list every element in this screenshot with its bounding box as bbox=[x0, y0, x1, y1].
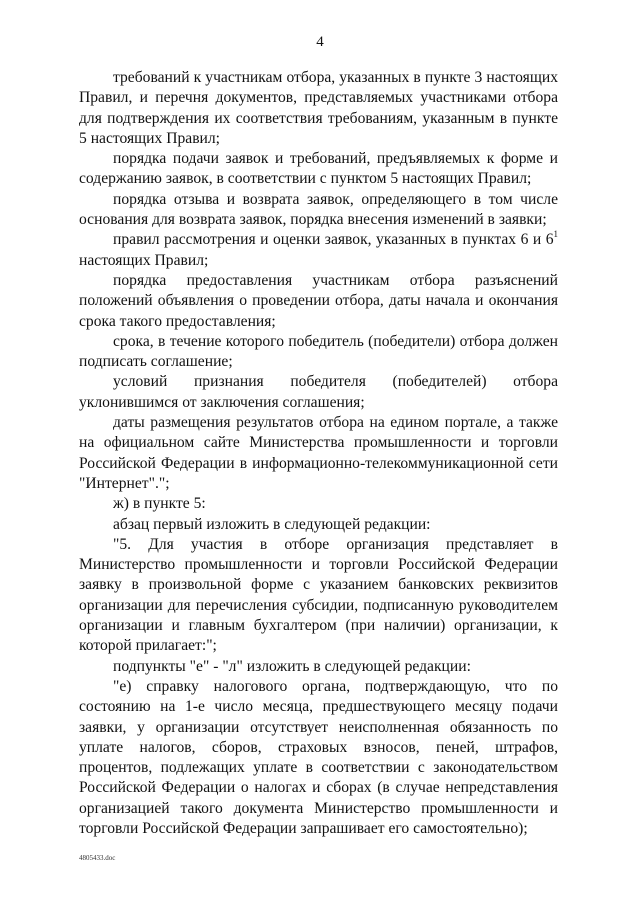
paragraph-tax-certificate: "е) справку налогового органа, подтверждающую, что по состоянию на 1-е число месяца, предшествующего месяцу подачи заявки, у организации отсутствует неисполненная обязанность по уплате налогов, сборов, страховых взносов, пеней, штрафов, процентов, подлежащих уплате в соответствии с законодательством Российской Федерации о налогах и сборах (в случае непредставления организацией такого документа Министерство промышленности и торговли Российской Федерации запрашивает его самостоятельно); bbox=[79, 677, 558, 837]
paragraph-first-abzac: абзац первый изложить в следующей редакции: bbox=[113, 515, 431, 533]
paragraph-signing-deadline: срока, в течение которого победитель (победители) отбора должен подписать соглашение; bbox=[79, 332, 558, 371]
paragraph-evasion-conditions: условий признания победителя (победителей) отбора уклонившимся от заключения соглашения; bbox=[79, 373, 558, 411]
paragraph-results-publication: даты размещения результатов отбора на едином портале, а также на официальном сайте Министерства промышленности и торговли Российской Федерации в информационно-телекоммуникационной сети "Интернет"."; bbox=[79, 414, 558, 492]
paragraph-application-procedure: порядка подачи заявок и требований, предъявляемых к форме и содержанию заявок, в соответствии с пунктом 5 настоящих Правил; bbox=[79, 150, 558, 188]
document-body bbox=[79, 68, 558, 839]
footer-filename: 4805433.doc bbox=[79, 854, 116, 862]
paragraph-point-5: "5. Для участия в отборе организация представляет в Министерство промышленности и торговли Российской Федерации заявку в произвольной форме с указанием банковских реквизитов организации для перечисления субсидии, подписанную руководителем организации и главным бухгалтером (при наличии) организации, к которой прилагает:"; bbox=[79, 535, 558, 655]
paragraph-review-rules-continued: настоящих Правил; bbox=[79, 251, 209, 269]
page-number: 4 bbox=[316, 34, 324, 50]
paragraph-participant-requirements: требований к участникам отбора, указанных в пункте 3 настоящих Правил, и перечня документов, представляемых участниками отбора для подтверждения их соответствия требованиям, указанным в пункте 5 настоящих Правил; bbox=[79, 69, 558, 147]
paragraph-subitems-e-l: подпункты "е" - "л" изложить в следующей редакции: bbox=[113, 657, 471, 675]
paragraph-review-rules bbox=[79, 230, 558, 250]
paragraph-clarifications: порядка предоставления участникам отбора разъяснений положений объявления о проведении отбора, даты начала и окончания срока такого предоставления; bbox=[79, 271, 558, 330]
paragraph-withdrawal-procedure: порядка отзыва и возврата заявок, определяющего в том числе основания для возврата заявок, порядка внесения изменений в заявки; bbox=[79, 190, 558, 229]
paragraph-item-zh: ж) в пункте 5: bbox=[113, 495, 206, 513]
superscript-one: 1 bbox=[553, 229, 558, 240]
paragraph-review-rules-text: правил рассмотрения и оценки заявок, указанных в пунктах 6 и 6 bbox=[113, 231, 554, 249]
